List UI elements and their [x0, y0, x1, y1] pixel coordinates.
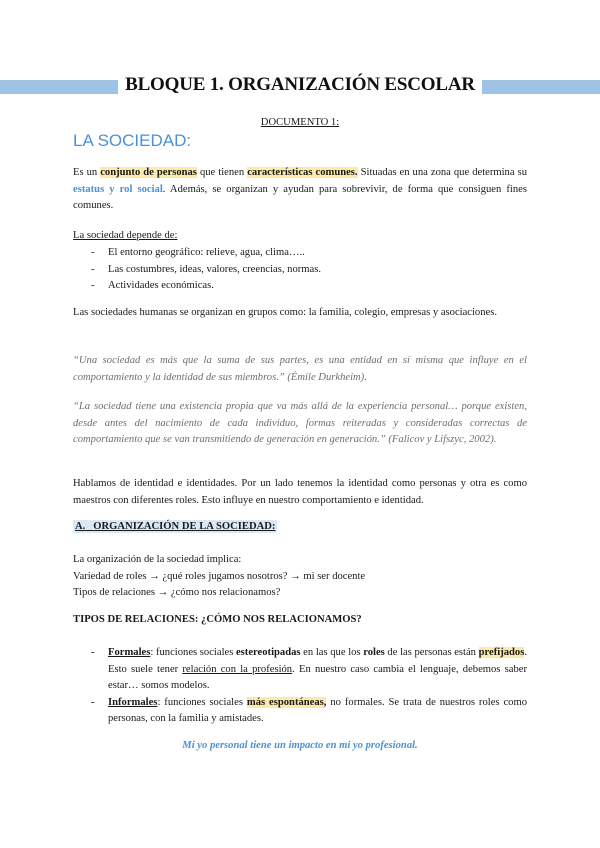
- quote-durkheim: “Una sociedad es más que la suma de sus partes, es una entidad en sí misma que influye en el comportamiento y la identidad de sus miembros.” (Émile Durkheim).: [73, 355, 527, 383]
- closing-statement: Mi yo personal tiene un impacto en mi yo profesional.: [182, 740, 418, 751]
- intro-paragraph: Es un conjunto de personas que tienen características comunes. Situadas en una zona que determina su estatus y rol social. Además, se organizan y ayudan para sobrevivir, de forma que consiguen fines comunes.: [73, 167, 527, 212]
- list-item-formal: - Formales: funciones sociales estereotipadas en las que los roles de las personas están prefijados. Esto suele tener relación con la profesión. En nuestro caso cambia el lenguaje, debemos saber estar… somos modelos.: [91, 647, 527, 692]
- relations-list: [73, 645, 527, 728]
- intro-key-term: características comunes.: [247, 167, 358, 178]
- intro-blue-term: estatus y rol social: [73, 183, 163, 195]
- identity-paragraph: Hablamos de identidad e identidades. Por un lado tenemos la identidad como personas y otra es como maestros con diferentes roles. Esto influye en nuestro comportamiento e identidad.: [73, 478, 527, 506]
- list-item: - El entorno geográfico: relieve, agua, clima…..: [91, 247, 305, 258]
- organization-line: Variedad de roles → ¿qué roles jugamos nosotros? → mi ser docente: [73, 570, 366, 582]
- document-label: DOCUMENTO 1:: [260, 117, 340, 128]
- relations-title: TIPOS DE RELACIONES: ¿CÓMO NOS RELACIONAMOS?: [73, 614, 362, 625]
- organization-line: La organización de la sociedad implica:: [73, 554, 242, 565]
- depends-list: [73, 245, 527, 295]
- organization-block: [73, 552, 527, 602]
- groups-paragraph: Las sociedades humanas se organizan en grupos como: la familia, colegio, empresas y asociaciones.: [73, 307, 498, 318]
- depends-heading: La sociedad depende de:: [73, 230, 178, 241]
- subsection-heading: A. ORGANIZACIÓN DE LA SOCIEDAD:: [75, 521, 276, 532]
- organization-line: Tipos de relaciones → ¿cómo nos relacionamos?: [73, 587, 281, 599]
- list-item: - Las costumbres, ideas, valores, creencias, normas.: [91, 263, 321, 275]
- section-title: LA SOCIEDAD:: [73, 131, 192, 150]
- intro-key-term: conjunto de personas: [100, 167, 197, 178]
- quote-falicov: “La sociedad tiene una existencia propia que va más allá de la experiencia personal… porque existen, desde antes del nacimiento de cada individuo, formas reiteradas y consideradas correctas de comportamiento que se van transmitiendo de generación en generación.” (Falicov y Lifszyc, 2002).: [73, 401, 527, 446]
- list-item-informal: - Informales: funciones sociales más espontáneas, no formales. Se trata de nuestros roles como personas, con la familia y amistades.: [91, 696, 527, 725]
- page-title: BLOQUE 1. ORGANIZACIÓN ESCOLAR: [125, 74, 475, 95]
- list-item: - Actividades económicas.: [91, 280, 214, 292]
